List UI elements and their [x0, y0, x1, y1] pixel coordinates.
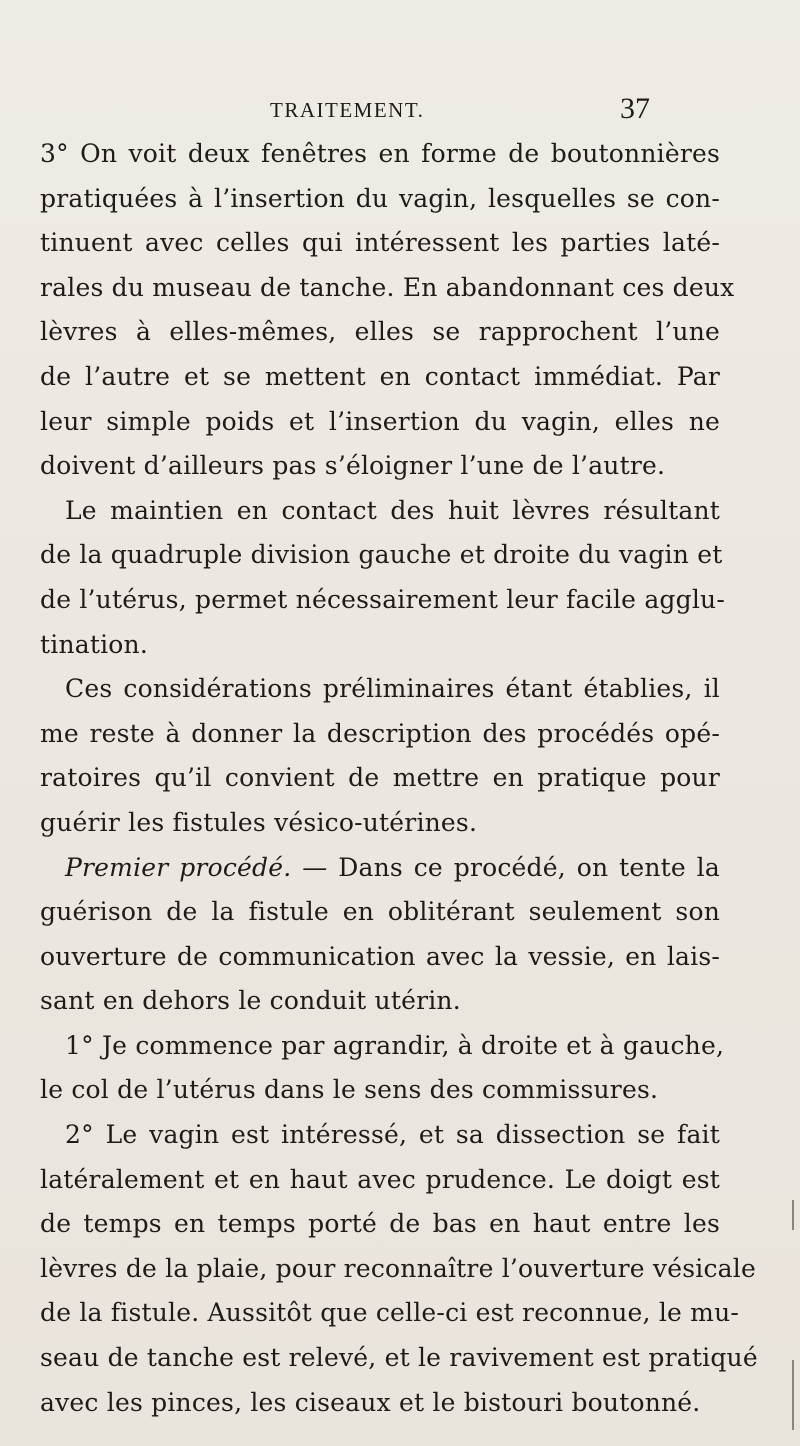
text-line: de temps en temps porté de bas en haut entre les: [40, 1209, 720, 1239]
text-line: rales du museau de tanche. En abandonnant ces deux: [40, 272, 735, 302]
text-line: me reste à donner la description des procédés opé-: [40, 718, 720, 748]
text-line: guérir les fistules vésico-utérines.: [40, 807, 478, 837]
text-line-rest: Dans ce procédé, on tente la: [338, 852, 720, 882]
text-line: 2° Le vagin est intéressé, et sa dissection se fait: [65, 1120, 720, 1150]
text-line: pratiquées à l’insertion du vagin, lesquelles se con-: [40, 183, 720, 213]
text-line: Ces considérations préliminaires étant établies, il: [65, 674, 720, 704]
text-line: seau de tanche est relevé, et le ravivement est pratiqué: [40, 1343, 758, 1373]
text-line: de la fistule. Aussitôt que celle-ci est reconnue, le mu-: [40, 1298, 740, 1328]
text-line: tinuent avec celles qui intéressent les parties laté-: [40, 228, 720, 258]
page-number: 37: [620, 92, 650, 125]
text-line: leur simple poids et l’insertion du vagin, elles ne: [40, 406, 720, 436]
text-line: avec les pinces, les ciseaux et le bistouri boutonné.: [40, 1387, 701, 1417]
text-line: ouverture de communication avec la vessie, en lais-: [40, 941, 720, 971]
text-line: lèvres à elles-mêmes, elles se rapprochent l’une: [40, 317, 720, 347]
procedure-heading: Premier procédé. —: [65, 852, 328, 882]
page-edge-mark: [792, 1360, 794, 1430]
running-head-title: TRAITEMENT.: [270, 98, 425, 122]
text-line: ratoires qu’il convient de mettre en pratique pour: [40, 763, 720, 793]
text-line: le col de l’utérus dans le sens des commissures.: [40, 1075, 659, 1105]
text-line: sant en dehors le conduit utérin.: [40, 986, 461, 1016]
text-line: de l’autre et se mettent en contact immédiat. Par: [40, 361, 720, 391]
text-line: 3° On voit deux fenêtres en forme de boutonnières: [40, 139, 720, 168]
body-text: [40, 132, 758, 1425]
text-line: 1° Je commence par agrandir, à droite et à gauche,: [65, 1030, 725, 1060]
text-line: tination.: [40, 629, 148, 659]
text-line: doivent d’ailleurs pas s’éloigner l’une de l’autre.: [40, 451, 666, 481]
text-line: de l’utérus, permet nécessairement leur facile agglu-: [40, 584, 725, 614]
text-line: de la quadruple division gauche et droite du vagin et: [40, 540, 723, 570]
running-head: [0, 92, 800, 132]
text-line: latéralement et en haut avec prudence. Le doigt est: [40, 1164, 720, 1194]
text-line: lèvres de la plaie, pour reconnaître l’ouverture vésicale: [40, 1253, 756, 1283]
page-edge-mark: [792, 1200, 794, 1230]
text-line: Le maintien en contact des huit lèvres résultant: [65, 495, 720, 525]
text-line: guérison de la fistule en oblitérant seulement son: [40, 897, 720, 927]
text-line-with-heading: [40, 846, 720, 891]
